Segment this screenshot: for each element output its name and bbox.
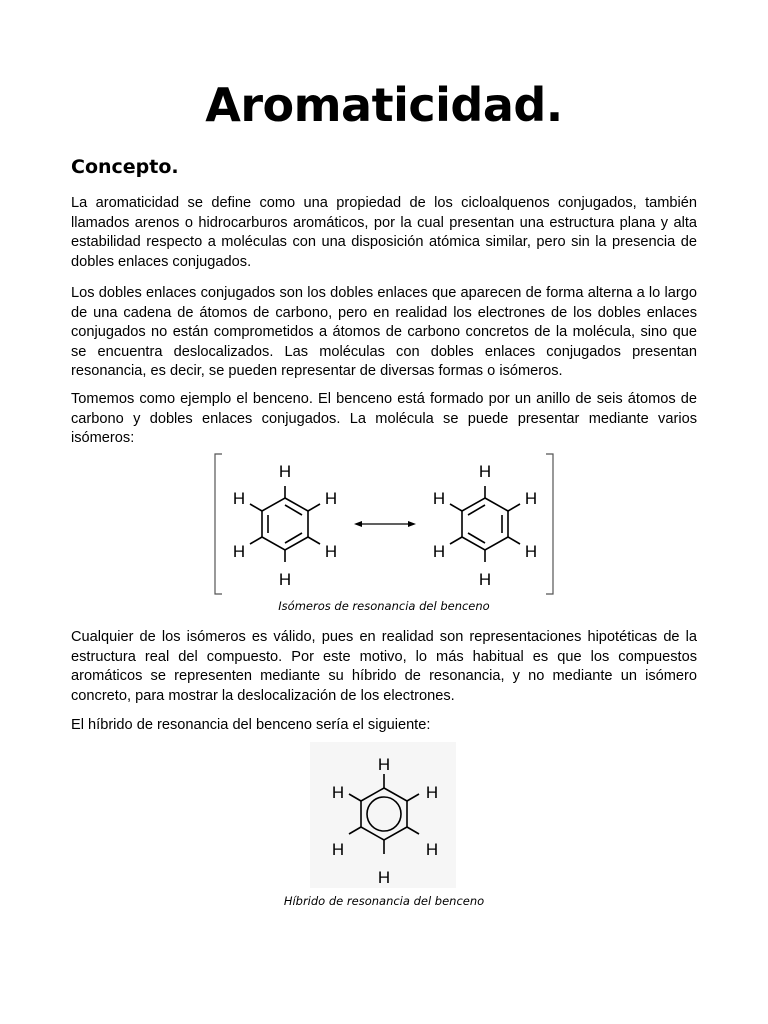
figure-2-caption: Híbrido de resonancia del benceno bbox=[283, 894, 485, 908]
benzene-isomer-2 bbox=[433, 462, 537, 589]
hydrogen-label: H bbox=[432, 542, 446, 561]
section-heading: Concepto. bbox=[71, 156, 179, 178]
hydrogen-label: H bbox=[377, 755, 391, 774]
benzene-isomers-figure bbox=[200, 450, 570, 598]
hydrogen-label: H bbox=[478, 570, 492, 589]
hydrogen-label: H bbox=[432, 489, 446, 508]
hydrogen-label: H bbox=[524, 542, 538, 561]
paragraph-4: Cualquier de los isómeros es válido, pues en realidad son representaciones hipotéticas de la estructura real del compuesto. Por este motivo, lo más habitual es que los compuestos aromáticos se representen mediante su híbrido de resonancia, y no mediante un isómero concreto, para mostrar la deslocalización de los electrones. bbox=[71, 629, 697, 704]
hydrogen-label: H bbox=[425, 840, 439, 859]
hydrogen-label: H bbox=[331, 840, 345, 859]
left-bracket bbox=[215, 454, 222, 594]
benzene-isomer-1 bbox=[233, 462, 337, 589]
benzene-hybrid-figure bbox=[310, 742, 456, 888]
hydrogen-label: H bbox=[478, 462, 492, 481]
figure-1-caption: Isómeros de resonancia del benceno bbox=[278, 599, 490, 613]
hydrogen-label: H bbox=[425, 783, 439, 802]
hydrogen-label: H bbox=[377, 868, 391, 887]
resonance-arrow bbox=[354, 521, 416, 527]
right-bracket bbox=[546, 454, 553, 594]
hydrogen-label: H bbox=[324, 489, 338, 508]
hydrogen-label: H bbox=[278, 462, 292, 481]
hydrogen-label: H bbox=[524, 489, 538, 508]
paragraph-3: Tomemos como ejemplo el benceno. El benceno está formado por un anillo de seis átomos de carbono y dobles enlaces conjugados. La molécula se puede presentar mediante varios isómeros: bbox=[71, 391, 697, 447]
hydrogen-label: H bbox=[232, 542, 246, 561]
paragraph-1: La aromaticidad se define como una propiedad de los cicloalquenos conjugados, también llamados arenos o hidrocarburos aromáticos, por la cual presentan una estructura plana y alta estabilidad respecto a moléculas con una disposición atómica similar, pero sin la presencia de dobles enlaces conjugados. bbox=[71, 195, 697, 270]
hydrogen-label: H bbox=[324, 542, 338, 561]
hydrogen-label: H bbox=[232, 489, 246, 508]
paragraph-2: Los dobles enlaces conjugados son los dobles enlaces que aparecen de forma alterna a lo largo de una cadena de átomos de carbono, pero en realidad los electrones de los dobles enlaces conjugados no están comprometidos a átomos de carbono concretos de la molécula, sino que se encuentra deslocalizados. Las moléculas con dobles enlaces conjugados presentan resonancia, es decir, se pueden representar de diversas formas o isómeros. bbox=[71, 285, 697, 380]
hydrogen-label: H bbox=[331, 783, 345, 802]
paragraph-5: El híbrido de resonancia del benceno sería el siguiente: bbox=[71, 717, 431, 733]
hydrogen-label: H bbox=[278, 570, 292, 589]
page-title: Aromaticidad. bbox=[205, 78, 563, 132]
